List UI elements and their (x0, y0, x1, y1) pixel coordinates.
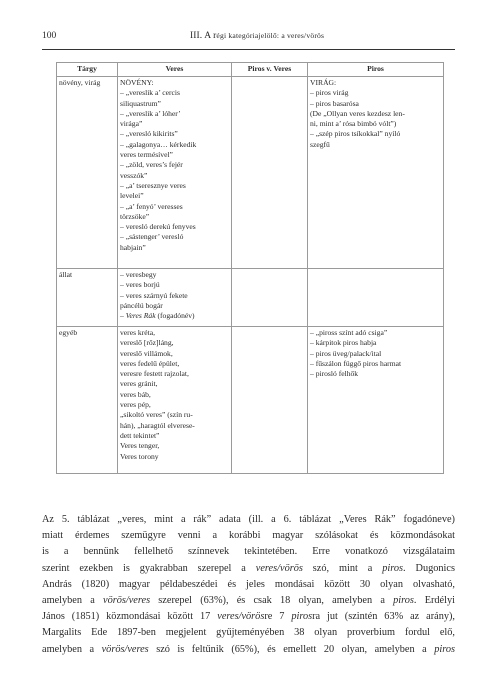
page-number: 100 (42, 31, 57, 41)
table-row (57, 327, 444, 474)
cell-line: vereslő [rőz]láng, (120, 338, 174, 348)
cell-line: – pirosló felhők (310, 369, 359, 379)
cell-line: veres pép, (120, 400, 151, 410)
cell-line: – fűszálon függő piros harmat (310, 358, 402, 368)
cell-line: NÖVÉNY: (120, 78, 154, 87)
cell-piros (308, 269, 444, 327)
cell-targy: állat (57, 269, 118, 327)
cell-line: törzsöke” (120, 211, 150, 221)
paragraph-line: amelyben a vörös/veres szó is feltűnik (65%), és emellett 20 olyan, amelyben a piros (42, 643, 456, 655)
cell-line: – veresló derekú fenyves (120, 222, 196, 232)
cell-line: szegfű (310, 139, 330, 149)
body-paragraph (42, 512, 455, 658)
cell-targy: növény, virág (57, 77, 118, 269)
table-row (57, 77, 444, 269)
cell-line: veres fedelű épület, (120, 358, 180, 368)
cell-line: „sikoltó veres” (szín ru- (120, 410, 193, 420)
cell-piros-v-veres (232, 269, 308, 327)
cell-line: veres báb, (120, 389, 151, 399)
cell-line: páncélú bogár (120, 300, 163, 310)
cell-line: ni, mint a’ rósa bimbó vólt”) (310, 119, 397, 129)
cell-line: – „sástenger’ veresló (120, 232, 184, 242)
cell-line: habjain” (120, 242, 146, 252)
cell-line: vereslő villámok, (120, 348, 173, 358)
cell-piros-v-veres (232, 77, 308, 269)
cell-line: veresre festett rajzolat, (120, 369, 189, 379)
cell-line: – „veresló kikirits” (120, 129, 178, 139)
cell-line: veres kréta, (120, 328, 155, 337)
cell-line: – piros üveg/palack/ital (310, 348, 382, 358)
column-header-piros-v-veres: Piros v. Veres (232, 63, 308, 77)
paragraph-line: János (1851) közmondásai között 17 veres/vörösre 7 pirosra jut (szintén 63% az arány), (42, 611, 455, 623)
cell-piros-v-veres (232, 327, 308, 474)
cell-line: – „zöld, veres’s fejér (120, 160, 183, 170)
header-rule (42, 49, 455, 50)
chapter-title (190, 31, 324, 41)
cell-line: siliquastrum” (120, 98, 161, 108)
paragraph-line: Az 5. táblázat „veres, mint a rák” adata (ill. a 6. táblázat „Veres Rák” fogadóneve) (42, 514, 455, 525)
cell-line: virága” (120, 119, 143, 129)
column-header-veres: Veres (118, 63, 232, 77)
cell-line: – kárpitok piros habja (310, 338, 377, 348)
cell-line: – „a’ tseresznye veres (120, 180, 186, 190)
cell-line: – piros virág (310, 88, 349, 98)
cell-line: veres termésível” (120, 150, 173, 160)
column-header-targy: Tárgy (57, 63, 118, 77)
cell-line: VIRÁG: (310, 78, 337, 87)
paragraph-line: amelyben a vörös/veres szerepel (63%), és csak 18 olyan, amelyben a piros. Erdélyi (42, 594, 456, 606)
cell-veres (118, 77, 232, 269)
cell-veres (118, 269, 232, 327)
paragraph-line: miatt érdemes szemügyre venni a korábbi magyar szólásokat és közmondásokat (42, 530, 455, 542)
cell-line: Veres torony (120, 451, 159, 461)
cell-line: – „szép piros tsíkokkal” nyíló (310, 129, 401, 139)
cell-line: – „vereslik a’ lóher’ (120, 108, 181, 118)
column-header-piros: Piros (308, 63, 444, 77)
cell-line: – veres szárnyú fekete (120, 290, 188, 300)
page-header (42, 31, 455, 45)
cell-veres (118, 327, 232, 474)
cell-line: – „galagonya… kérkedik (120, 139, 197, 149)
cell-line: levelei” (120, 191, 144, 201)
cell-line: veres gránit, (120, 379, 158, 389)
cell-line: – „piross színt adó csiga” (310, 328, 388, 337)
cell-piros (308, 77, 444, 269)
paragraph-line: is a bennünk fellelhető színnevek tekintetében. Erre vonatkozó vizsgálataim (42, 546, 455, 558)
cell-line: – piros basarósa (310, 98, 359, 108)
cell-line: dett tekintet” (120, 430, 160, 440)
cell-line: – „a’ fenyó’ veresses (120, 201, 183, 211)
paragraph-line: szerint ezekben is gyakrabban szerepel a veres/vörös szó, mint a piros. Dugonics (42, 562, 455, 574)
cell-line: – Veres Rák (fogadónév) (120, 311, 195, 321)
color-table (56, 62, 444, 474)
cell-piros (308, 327, 444, 474)
chapter-title-prefix: III. A r (190, 31, 217, 41)
cell-line: hán), „haragtól elverese- (120, 420, 195, 430)
cell-line: – „vereslik a’ cercis (120, 88, 180, 98)
paragraph-line: András (1820) magyar példabeszédei és jeles mondásai között 30 olyan olvasható, (42, 578, 455, 590)
cell-line: Veres tenger, (120, 441, 160, 451)
cell-line: – veresbegy (120, 270, 157, 279)
cell-line: – veres borjú (120, 280, 160, 290)
cell-targy: egyéb (57, 327, 118, 474)
paragraph-line: Margalits Ede 1897-ben megjelent gyűjteményében 38 olyan proverbium fordul elő, (42, 627, 455, 639)
cell-line: vesszók” (120, 170, 148, 180)
table-header-row (57, 63, 444, 77)
table-row (57, 269, 444, 327)
cell-line: (De „Ollyan veres kezdesz len- (310, 108, 405, 118)
chapter-title-rest: égi kategóriajelölő: a veres/vörös (216, 31, 325, 40)
